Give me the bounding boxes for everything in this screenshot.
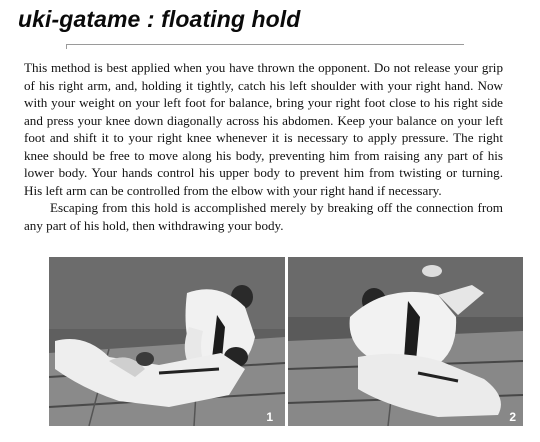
page-title: uki-gatame : floating hold [18, 6, 301, 32]
figure-number-2: 2 [509, 410, 516, 424]
photo-1-illustration [49, 257, 285, 426]
title-divider [66, 44, 464, 45]
title-divider-tick [66, 44, 67, 49]
paragraph-method: This method is best applied when you have thrown the opponent. Do not release your grip of his right arm, and, holding it tightly, catch his left shoulder with your right hand. Now with your weight on your left foot for balance, bring your right foot close to his right side and press your knee down diagonally across his abdomen. Keep your balance on your left foot and shift it to your right knee whenever it is necessary to apply pressure. The right knee should be free to move along his body, preventing him from raising any part of his lower body. Your hands control his upper body to prevent him from twisting or turning. His left arm can be controlled from the elbow with your right hand if necessary. [24, 60, 503, 198]
figure-photo-2 [288, 257, 523, 426]
photo-2-illustration [288, 257, 523, 426]
figure-photo-1 [49, 257, 285, 426]
paragraph-escape: Escaping from this hold is accomplished merely by breaking off the connection from any part of his hold, then withdrawing your body. [24, 200, 503, 233]
article-body [24, 59, 503, 234]
figure-number-1: 1 [266, 410, 273, 424]
